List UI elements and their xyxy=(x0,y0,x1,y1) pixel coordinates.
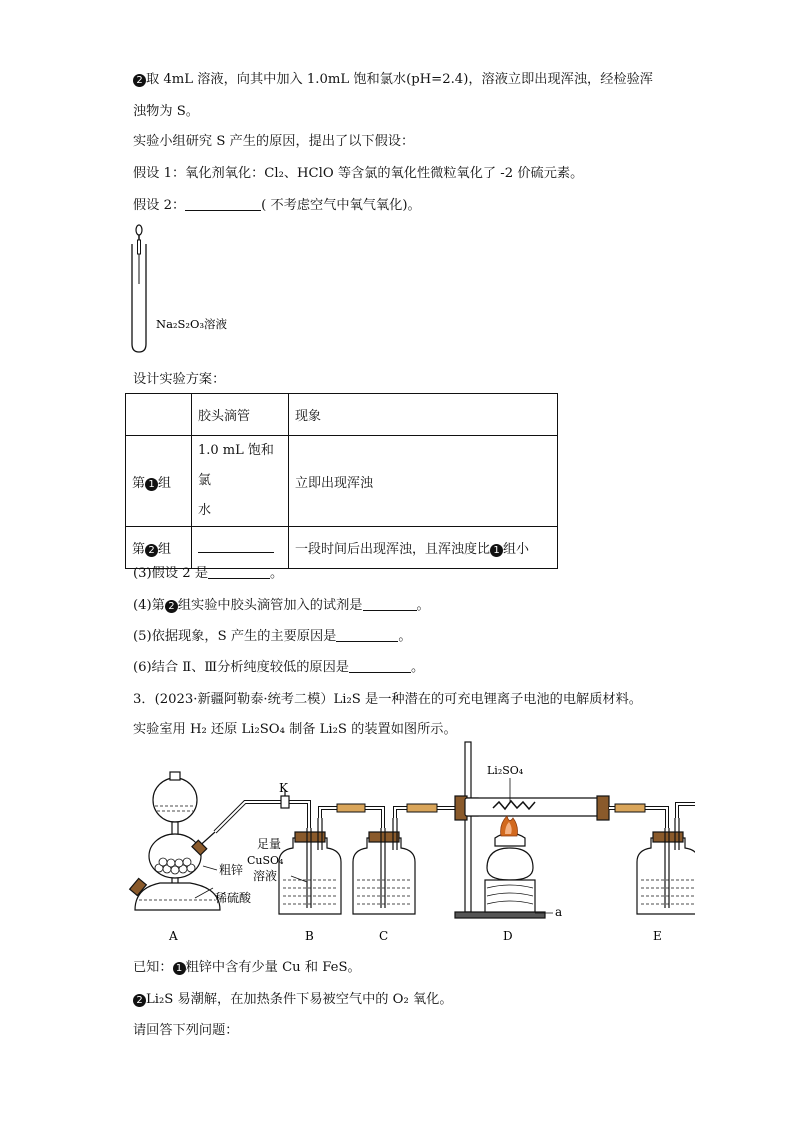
table-cell-phenomenon: 立即出现浑浊 xyxy=(289,436,558,527)
table-header-row xyxy=(126,394,558,436)
circled-number: 1 xyxy=(145,478,158,491)
answer-blank[interactable] xyxy=(349,660,411,673)
text-line xyxy=(133,68,653,87)
tube-label: Na₂S₂O₃溶液 xyxy=(156,317,228,331)
known-2: 2 Li₂S 易潮解，在加热条件下易被空气中的 O₂ 氧化。 xyxy=(133,988,453,1007)
circled-number: 1 xyxy=(173,962,186,975)
section-3-title: 3．(2023·新疆阿勒泰·统考二模）Li₂S 是一种潜在的可充电锂离子电池的电解质材料。 xyxy=(133,692,642,707)
label-cuso4-1: 足量 xyxy=(257,837,282,851)
table-cell-phenomenon: 一段时间后出现浑浊，且浑浊度比 1 组小 xyxy=(289,527,558,569)
label-d: D xyxy=(503,929,513,943)
question-6: (6)结合 Ⅱ、Ⅲ分析纯度较低的原因是 。 xyxy=(133,660,425,675)
known-1: 已知： 1 粗锌中含有少量 Cu 和 FeS。 xyxy=(133,960,361,975)
experiment-table xyxy=(125,393,558,569)
bottle-c xyxy=(353,818,415,914)
text-line: 实验室用 H₂ 还原 Li₂SO₄ 制备 Li₂S 的装置如图所示。 xyxy=(133,722,457,737)
table-header-cell: 胶头滴管 xyxy=(192,394,289,436)
text-line: 浊物为 S。 xyxy=(133,104,199,119)
text-line: 实验小组研究 S 产生的原因，提出了以下假设： xyxy=(133,134,415,149)
label-cuso4-3: 溶液 xyxy=(253,869,278,883)
answer-blank[interactable] xyxy=(198,540,274,553)
question-4: (4)第 2 组实验中胶头滴管加入的试剂是 。 xyxy=(133,598,430,613)
text-line xyxy=(133,194,421,213)
label-k: K xyxy=(279,781,288,795)
apparatus-a xyxy=(130,772,220,910)
table-cell-dropper: 1.0 mL 饱和氯 水 xyxy=(192,436,289,527)
table-row xyxy=(126,436,558,527)
circled-number: 2 xyxy=(165,600,178,613)
label-c: C xyxy=(379,929,389,943)
apparatus-diagram xyxy=(115,738,695,948)
label-a-lamp: a xyxy=(555,905,563,919)
circled-number: 2 xyxy=(145,544,158,557)
dropper-tube xyxy=(138,240,141,254)
answer-blank[interactable] xyxy=(185,198,261,211)
answer-prompt: 请回答下列问题： xyxy=(133,1023,239,1038)
label-cuso4-2: CuSO₄ xyxy=(247,854,284,867)
question-5: (5)依据现象，S 产生的主要原因是 。 xyxy=(133,629,412,644)
bottle-e xyxy=(637,818,695,914)
label-acid: 稀硫酸 xyxy=(215,891,252,905)
label-a: A xyxy=(169,929,178,943)
table-header-cell: 现象 xyxy=(289,394,558,436)
circled-number: 2 xyxy=(133,74,146,87)
table-header-cell xyxy=(126,394,192,436)
label-zinc: 粗锌 xyxy=(219,863,244,877)
table-cell-group: 第 1 组 xyxy=(126,436,192,527)
text-line: 假设 1：氧化剂氧化：Cl₂、HClO 等含氯的氧化性微粒氧化了 -2 价硫元素。 xyxy=(133,166,584,181)
bottle-b xyxy=(279,818,341,914)
label-b: B xyxy=(305,929,314,943)
answer-blank[interactable] xyxy=(336,629,398,642)
answer-blank[interactable] xyxy=(208,566,270,579)
apparatus-d xyxy=(455,742,609,918)
text: ( 不考虑空气中氧气氧化)。 xyxy=(261,198,421,213)
circled-number: 2 xyxy=(133,994,146,1007)
test-tube-figure xyxy=(125,222,255,357)
text-line: 设计实验方案： xyxy=(133,372,226,387)
label-li2so4: Li₂SO₄ xyxy=(487,764,524,777)
table-cell-group: 第 2 组 xyxy=(126,527,192,569)
circled-number: 1 xyxy=(490,544,503,557)
text: 取 4mL 溶液，向其中加入 1.0mL 饱和氯水(pH=2.4)，溶液立即出现浑浊，经检验浑 xyxy=(146,72,653,87)
text: 假设 2： xyxy=(133,198,186,213)
question-3: (3)假设 2 是 。 xyxy=(133,566,284,581)
label-e: E xyxy=(653,929,662,943)
answer-blank[interactable] xyxy=(363,598,417,611)
dropper-bulb xyxy=(136,225,142,235)
